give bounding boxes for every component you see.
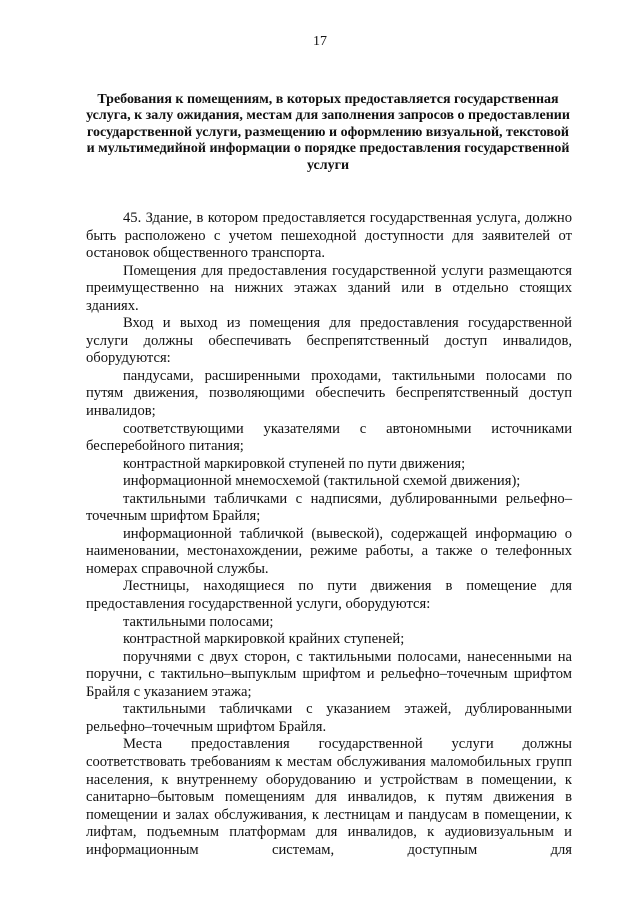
section-heading: Требования к помещениям, в которых предоставляется государственная услуга, к залу ожидания, местам для заполнения запросов о предоставлении государственной услуги, размещению и оформлению визуальной, текстовой и мультимедийной информации о порядке предоставления государственной услуги bbox=[86, 92, 570, 173]
paragraph: Лестницы, находящиеся по пути движения в помещение для предоставления государственной услуги, оборудуются: bbox=[86, 578, 572, 613]
paragraph: тактильными табличками с надписями, дублированными рельефно–точечным шрифтом Брайля; bbox=[86, 490, 572, 525]
paragraph: тактильными полосами; bbox=[123, 613, 274, 630]
paragraph: Вход и выход из помещения для предоставления государственной услуги должны обеспечивать беспрепятственный доступ инвалидов, оборудуются: bbox=[86, 315, 572, 367]
paragraph: информационной мнемосхемой (тактильной схемой движения); bbox=[123, 473, 521, 490]
document-body bbox=[86, 210, 572, 859]
paragraph: пандусами, расширенными проходами, тактильными полосами по путям движения, позволяющими обеспечить беспрепятственный доступ инвалидов; bbox=[86, 367, 572, 420]
paragraph: поручнями с двух сторон, с тактильными полосами, нанесенными на поручни, с тактильно–выпуклым шрифтом и рельефно–точечным шрифтом Брайля с указанием этажа; bbox=[86, 648, 572, 700]
paragraph: тактильными табличками с указанием этажей, дублированными рельефно–точечным шрифтом Брайля. bbox=[86, 701, 572, 735]
paragraph: Помещения для предоставления государственной услуги размещаются преимущественно на нижних этажах зданий или в отдельно стоящих зданиях. bbox=[86, 262, 572, 314]
paragraph: информационной табличкой (вывеской), содержащей информацию о наименовании, местонахождении, режиме работы, а также о телефонных номерах справочной службы. bbox=[86, 525, 572, 577]
paragraph: 45. Здание, в котором предоставляется государственная услуга, должно быть расположено с учетом пешеходной доступности для заявителей от остановок общественного транспорта. bbox=[86, 210, 572, 262]
page-number: 17 bbox=[313, 34, 327, 49]
paragraph: контрастной маркировкой крайних ступеней; bbox=[123, 631, 405, 648]
paragraph: контрастной маркировкой ступеней по пути движения; bbox=[123, 455, 466, 472]
paragraph: соответствующими указателями с автономными источниками бесперебойного питания; bbox=[86, 420, 572, 455]
paragraph: Места предоставления государственной услуги должны соответствовать требованиям к местам обслуживания маломобильных групп населения, к внутреннему оборудованию и устройствам в помещении, к санитарно–бытовым помещениям для инвалидов, к путям движения в помещении и залах обслуживания, к лестницам и пандусам в помещении, к лифтам, подъемным платформам для инвалидов, к аудиовизуальным и информационным системам, доступным для bbox=[86, 736, 572, 858]
